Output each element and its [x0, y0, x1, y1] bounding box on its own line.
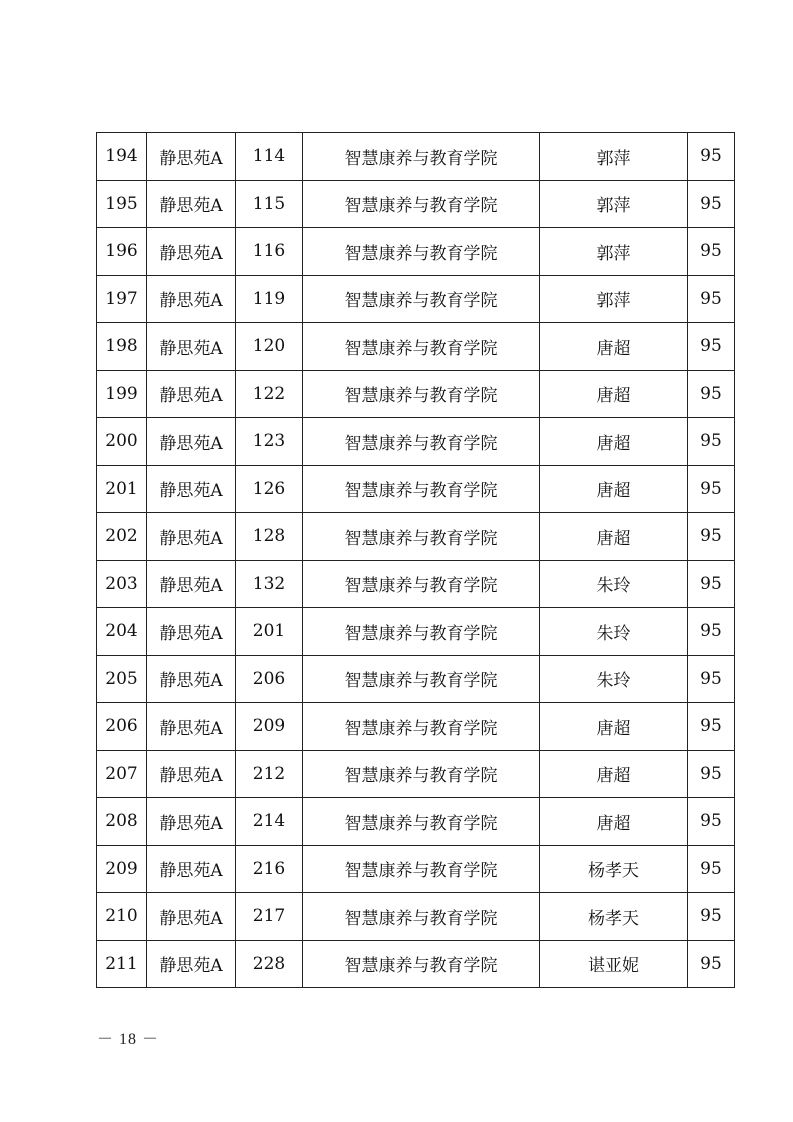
counselor-cell: 唐超 [540, 513, 688, 561]
building-cell: 静思苑A [147, 703, 236, 751]
counselor-cell: 郭萍 [540, 275, 688, 323]
row-number-cell: 205 [97, 655, 147, 703]
row-number-cell: 206 [97, 703, 147, 751]
college-cell: 智慧康养与教育学院 [303, 180, 540, 228]
table-row [97, 370, 735, 418]
row-number-cell: 195 [97, 180, 147, 228]
score-cell: 95 [688, 940, 735, 988]
room-number-cell: 114 [236, 133, 303, 181]
counselor-cell: 郭萍 [540, 228, 688, 276]
page-number: － 18 － [97, 1031, 160, 1048]
score-cell: 95 [688, 608, 735, 656]
row-number-cell: 200 [97, 418, 147, 466]
row-number-cell: 201 [97, 465, 147, 513]
score-cell: 95 [688, 655, 735, 703]
table-row [97, 418, 735, 466]
room-number-cell: 214 [236, 798, 303, 846]
row-number-cell: 203 [97, 560, 147, 608]
room-number-cell: 217 [236, 893, 303, 941]
building-cell: 静思苑A [147, 323, 236, 371]
score-cell: 95 [688, 703, 735, 751]
college-cell: 智慧康养与教育学院 [303, 703, 540, 751]
room-number-cell: 228 [236, 940, 303, 988]
counselor-cell: 郭萍 [540, 180, 688, 228]
building-cell: 静思苑A [147, 798, 236, 846]
building-cell: 静思苑A [147, 465, 236, 513]
building-cell: 静思苑A [147, 180, 236, 228]
table-row [97, 893, 735, 941]
row-number-cell: 196 [97, 228, 147, 276]
room-number-cell: 216 [236, 845, 303, 893]
row-number-cell: 208 [97, 798, 147, 846]
score-cell: 95 [688, 893, 735, 941]
table-body [97, 133, 735, 988]
row-number-cell: 202 [97, 513, 147, 561]
college-cell: 智慧康养与教育学院 [303, 845, 540, 893]
building-cell: 静思苑A [147, 513, 236, 561]
table-row [97, 513, 735, 561]
row-number-cell: 198 [97, 323, 147, 371]
building-cell: 静思苑A [147, 560, 236, 608]
counselor-cell: 朱玲 [540, 560, 688, 608]
counselor-cell: 唐超 [540, 750, 688, 798]
score-cell: 95 [688, 275, 735, 323]
college-cell: 智慧康养与教育学院 [303, 275, 540, 323]
counselor-cell: 郭萍 [540, 133, 688, 181]
room-number-cell: 119 [236, 275, 303, 323]
college-cell: 智慧康养与教育学院 [303, 228, 540, 276]
building-cell: 静思苑A [147, 418, 236, 466]
dorm-score-table [96, 132, 735, 988]
table-row [97, 798, 735, 846]
counselor-cell: 唐超 [540, 370, 688, 418]
room-number-cell: 206 [236, 655, 303, 703]
building-cell: 静思苑A [147, 275, 236, 323]
counselor-cell: 唐超 [540, 465, 688, 513]
building-cell: 静思苑A [147, 133, 236, 181]
college-cell: 智慧康养与教育学院 [303, 940, 540, 988]
table-row [97, 703, 735, 751]
building-cell: 静思苑A [147, 940, 236, 988]
college-cell: 智慧康养与教育学院 [303, 798, 540, 846]
building-cell: 静思苑A [147, 608, 236, 656]
row-number-cell: 211 [97, 940, 147, 988]
score-cell: 95 [688, 560, 735, 608]
college-cell: 智慧康养与教育学院 [303, 513, 540, 561]
table-row [97, 608, 735, 656]
score-cell: 95 [688, 180, 735, 228]
table-row [97, 228, 735, 276]
counselor-cell: 唐超 [540, 703, 688, 751]
building-cell: 静思苑A [147, 750, 236, 798]
row-number-cell: 194 [97, 133, 147, 181]
room-number-cell: 122 [236, 370, 303, 418]
row-number-cell: 210 [97, 893, 147, 941]
score-cell: 95 [688, 798, 735, 846]
college-cell: 智慧康养与教育学院 [303, 370, 540, 418]
table-row [97, 940, 735, 988]
room-number-cell: 123 [236, 418, 303, 466]
table-row [97, 750, 735, 798]
score-cell: 95 [688, 750, 735, 798]
college-cell: 智慧康养与教育学院 [303, 133, 540, 181]
counselor-cell: 谌亚妮 [540, 940, 688, 988]
room-number-cell: 201 [236, 608, 303, 656]
building-cell: 静思苑A [147, 228, 236, 276]
row-number-cell: 207 [97, 750, 147, 798]
room-number-cell: 115 [236, 180, 303, 228]
counselor-cell: 杨孝天 [540, 845, 688, 893]
table-row [97, 845, 735, 893]
counselor-cell: 朱玲 [540, 608, 688, 656]
college-cell: 智慧康养与教育学院 [303, 560, 540, 608]
room-number-cell: 209 [236, 703, 303, 751]
table-row [97, 465, 735, 513]
row-number-cell: 209 [97, 845, 147, 893]
score-cell: 95 [688, 228, 735, 276]
counselor-cell: 唐超 [540, 798, 688, 846]
table-row [97, 655, 735, 703]
counselor-cell: 唐超 [540, 418, 688, 466]
college-cell: 智慧康养与教育学院 [303, 655, 540, 703]
college-cell: 智慧康养与教育学院 [303, 418, 540, 466]
room-number-cell: 132 [236, 560, 303, 608]
room-number-cell: 128 [236, 513, 303, 561]
score-cell: 95 [688, 133, 735, 181]
room-number-cell: 212 [236, 750, 303, 798]
table-row [97, 133, 735, 181]
table-row [97, 560, 735, 608]
score-cell: 95 [688, 845, 735, 893]
row-number-cell: 199 [97, 370, 147, 418]
table-row [97, 323, 735, 371]
college-cell: 智慧康养与教育学院 [303, 893, 540, 941]
counselor-cell: 杨孝天 [540, 893, 688, 941]
room-number-cell: 116 [236, 228, 303, 276]
score-cell: 95 [688, 418, 735, 466]
score-cell: 95 [688, 323, 735, 371]
row-number-cell: 204 [97, 608, 147, 656]
table-row [97, 180, 735, 228]
table-row [97, 275, 735, 323]
score-cell: 95 [688, 370, 735, 418]
row-number-cell: 197 [97, 275, 147, 323]
college-cell: 智慧康养与教育学院 [303, 323, 540, 371]
counselor-cell: 唐超 [540, 323, 688, 371]
college-cell: 智慧康养与教育学院 [303, 750, 540, 798]
building-cell: 静思苑A [147, 893, 236, 941]
score-cell: 95 [688, 465, 735, 513]
building-cell: 静思苑A [147, 370, 236, 418]
college-cell: 智慧康养与教育学院 [303, 608, 540, 656]
building-cell: 静思苑A [147, 655, 236, 703]
counselor-cell: 朱玲 [540, 655, 688, 703]
room-number-cell: 126 [236, 465, 303, 513]
score-cell: 95 [688, 513, 735, 561]
college-cell: 智慧康养与教育学院 [303, 465, 540, 513]
room-number-cell: 120 [236, 323, 303, 371]
building-cell: 静思苑A [147, 845, 236, 893]
